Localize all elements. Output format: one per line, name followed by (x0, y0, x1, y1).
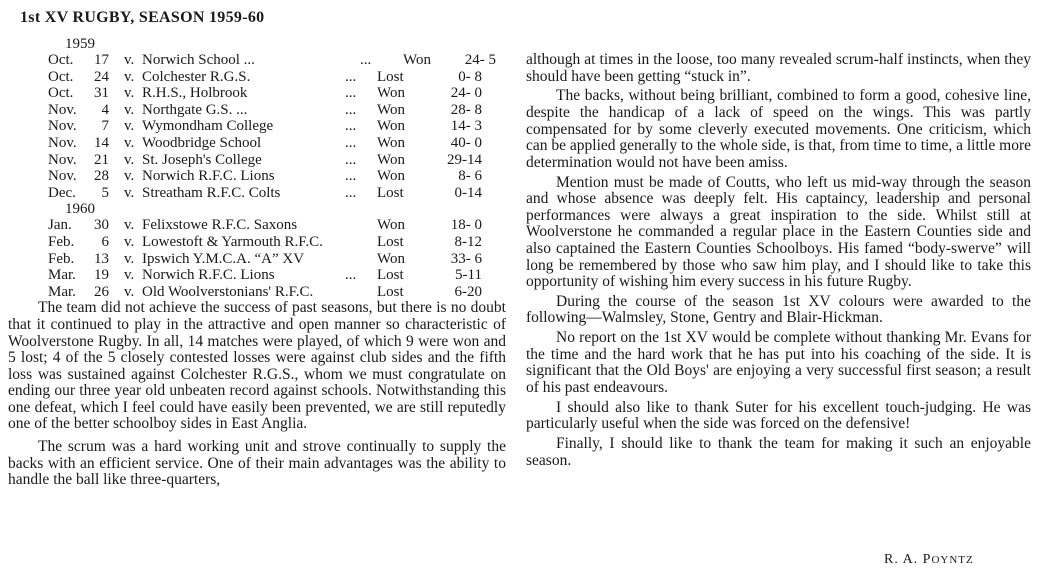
fixture-day: 4 (101, 101, 109, 118)
fixture-row (8, 118, 506, 135)
signature-surname-rest: OYNTZ (931, 554, 974, 566)
report-paragraph: During the course of the season 1st XV colours were awarded to the following—Walmsley, Stone, Gentry and Blair-Hickman. (526, 292, 1031, 327)
fixture-month: Nov. (48, 134, 77, 151)
fixture-day: 21 (94, 151, 109, 168)
fixture-result: Won (377, 118, 405, 135)
fixture-leader-dots: ... (345, 267, 357, 284)
fixture-versus: v. (124, 184, 135, 201)
fixture-day: 17 (94, 52, 109, 68)
fixture-row (8, 52, 506, 69)
fixture-versus: v. (124, 233, 135, 250)
left-column (8, 36, 506, 489)
fixture-row (8, 251, 506, 268)
fixture-versus: v. (124, 151, 135, 168)
fixture-day: 24 (94, 68, 109, 85)
fixture-score: 40- 0 (450, 134, 482, 151)
fixture-score: 14- 3 (450, 118, 482, 135)
fixture-opponent: Norwich School ... (142, 52, 255, 68)
report-paragraph: Finally, I should like to thank the team for making it such an enjoyable season. (526, 435, 1031, 469)
fixture-opponent: Lowestoft & Yarmouth R.F.C. (142, 233, 323, 250)
fixture-score: 6-20 (454, 283, 482, 300)
fixture-result: Won (377, 85, 405, 102)
fixture-month: Nov. (48, 101, 77, 118)
fixture-versus: v. (124, 85, 135, 102)
fixture-versus: v. (124, 52, 135, 68)
fixture-month: Mar. (48, 283, 76, 300)
fixture-result: Won (377, 217, 405, 234)
fixture-day: 28 (94, 168, 109, 185)
fixture-leader-dots: ... (345, 168, 357, 185)
year-heading-1959: 1959 (65, 36, 95, 52)
fixture-result: Lost (377, 267, 404, 284)
fixture-opponent: Woodbridge School (142, 134, 262, 151)
fixture-versus: v. (124, 283, 135, 300)
fixture-row (8, 185, 506, 202)
fixture-leader-dots: ... (345, 151, 357, 168)
fixture-result: Lost (377, 184, 404, 201)
fixture-score: 5-11 (455, 267, 482, 284)
fixture-score: 24- 0 (450, 85, 482, 102)
fixture-leader-dots: ... (345, 134, 357, 151)
fixture-day: 13 (94, 250, 109, 267)
fixture-month: Feb. (48, 233, 75, 250)
fixture-score: 8-12 (454, 233, 482, 250)
fixture-opponent: Colchester R.G.S. (142, 68, 251, 85)
fixture-row (8, 69, 506, 86)
fixture-result: Lost (377, 68, 404, 85)
fixture-versus: v. (124, 118, 135, 135)
fixture-versus: v. (124, 134, 135, 151)
fixture-result: Won (377, 134, 405, 151)
fixture-month: Nov. (48, 168, 77, 185)
fixture-result: Lost (377, 233, 404, 250)
fixture-leader-dots: ... (345, 184, 357, 201)
fixture-day: 30 (94, 217, 109, 234)
report-paragraph: The scrum was a hard working unit and strove continually to supply the backs with an efficient service. One of their main advantages was the ability to handle the ball like three-quarters, (8, 438, 506, 489)
fixture-result: Won (377, 101, 405, 118)
fixture-list-1959 (8, 52, 506, 201)
fixture-opponent: St. Joseph's College (142, 151, 262, 168)
fixture-leader-dots: ... (345, 68, 357, 85)
fixture-opponent: Ipswich Y.M.C.A. “A” XV (142, 250, 305, 267)
fixture-versus: v. (124, 101, 135, 118)
fixture-day: 6 (101, 233, 109, 250)
fixture-result: Won (403, 52, 431, 68)
fixture-month: Mar. (48, 267, 76, 284)
fixture-score: 28- 8 (450, 101, 482, 118)
fixture-month: Nov. (48, 118, 77, 135)
fixture-row (8, 135, 506, 152)
fixture-month: Oct. (48, 85, 74, 102)
fixture-result: Won (377, 250, 405, 267)
author-signature (884, 552, 974, 568)
fixture-leader-dots: ... (360, 52, 372, 68)
fixture-day: 19 (94, 267, 109, 284)
fixture-opponent: Felixstowe R.F.C. Saxons (142, 217, 298, 234)
fixture-day: 7 (101, 118, 109, 135)
fixture-leader-dots: ... (345, 101, 357, 118)
report-paragraph: although at times in the loose, too many revealed scrum-half instincts, when they should have been getting “stuck in”. (526, 51, 1031, 85)
fixture-month: Oct. (48, 68, 74, 85)
fixture-opponent: Norwich R.F.C. Lions (142, 168, 275, 185)
year-heading-1960: 1960 (65, 201, 95, 218)
fixture-leader-dots: ... (345, 118, 357, 135)
report-paragraph: I should also like to thank Suter for his excellent touch-judging. He was particularly useful when the side was forced on the defensive! (526, 398, 1031, 433)
fixture-versus: v. (124, 168, 135, 185)
fixture-score: 8- 6 (458, 168, 482, 185)
fixture-row (8, 85, 506, 102)
article-title: 1st XV RUGBY, SEASON 1959-60 (20, 9, 265, 26)
fixture-score: 0-14 (454, 184, 482, 201)
signature-initials: R. A. P (884, 552, 932, 567)
fixture-row (8, 234, 506, 251)
fixture-month: Dec. (48, 184, 76, 201)
report-paragraph: Mention must be made of Coutts, who left us mid-way through the season and whose absence was deeply felt. His captaincy, leadership and personal performances were always a great inspiration to the side. Whilst still at Woolverstone he commanded a regular place in the Eastern Counties side and also captained the Eastern Counties Schoolboys. His famed “body-swerve” will long be remembered by those who saw him play, and I should like to take this opportunity of wishing him every success in his future Rugby. (526, 173, 1031, 291)
report-paragraph: The backs, without being brilliant, combined to form a good, cohesive line, despite the handicap of a lack of speed on the wings. This was partly compensated for by some cleverly executed movements. One criticism, which can be applied generally to the whole side, is that, from time to time, a little more determination would not have been amiss. (526, 87, 1031, 171)
fixture-opponent: Wymondham College (142, 118, 274, 135)
fixture-day: 14 (94, 134, 109, 151)
fixture-score: 29-14 (447, 151, 482, 168)
fixture-score: 24- 5 (464, 52, 496, 68)
right-column (526, 52, 1031, 469)
fixture-leader-dots: ... (345, 85, 357, 102)
fixture-opponent: Northgate G.S. ... (142, 101, 248, 118)
fixture-versus: v. (124, 217, 135, 234)
fixture-list-1960 (8, 217, 506, 300)
fixture-row (8, 168, 506, 185)
fixture-score: 18- 0 (450, 217, 482, 234)
report-paragraph: The team did not achieve the success of past seasons, but there is no doubt that it continued to play in the attractive and open manner so characteristic of Woolverstone Rugby. In all, 14 matches were played, of which 9 were won and 5 lost; 4 of the 5 closely contested losses were against club sides and the fifth loss was sustained against Colchester R.G.S., whom we must congratulate on ending our three year old unbeaten record against schools. Notwithstanding this one defeat, which I feel could have easily been prevented, we are still reputedly one of the better schoolboy sides in East Anglia. (8, 299, 506, 433)
fixture-score: 33- 6 (450, 250, 482, 267)
fixture-month: Jan. (48, 217, 72, 234)
fixture-versus: v. (124, 68, 135, 85)
fixture-opponent: Old Woolverstonians' R.F.C. (142, 283, 314, 300)
fixture-row (8, 267, 506, 284)
fixture-opponent: Norwich R.F.C. Lions (142, 267, 275, 284)
fixture-row (8, 152, 506, 169)
fixture-versus: v. (124, 267, 135, 284)
fixture-row (8, 217, 506, 234)
fixture-month: Nov. (48, 151, 77, 168)
fixture-month: Oct. (48, 52, 74, 68)
fixture-month: Feb. (48, 250, 75, 267)
fixture-opponent: R.H.S., Holbrook (142, 85, 248, 102)
report-paragraph: No report on the 1st XV would be complete without thanking Mr. Evans for the time and the hard work that he has put into his coaching of the side. It is significant that the Old Boys' are enjoying a very successful first season; a result of his past endeavours. (526, 329, 1031, 397)
fixture-day: 26 (94, 283, 109, 300)
fixture-result: Lost (377, 283, 404, 300)
fixture-opponent: Streatham R.F.C. Colts (142, 184, 281, 201)
fixture-day: 5 (101, 184, 109, 201)
fixture-result: Won (377, 168, 405, 185)
fixture-result: Won (377, 151, 405, 168)
fixture-versus: v. (124, 250, 135, 267)
fixture-row (8, 102, 506, 119)
fixture-score: 0- 8 (458, 68, 482, 85)
fixture-row (8, 284, 506, 301)
fixture-day: 31 (94, 85, 109, 102)
